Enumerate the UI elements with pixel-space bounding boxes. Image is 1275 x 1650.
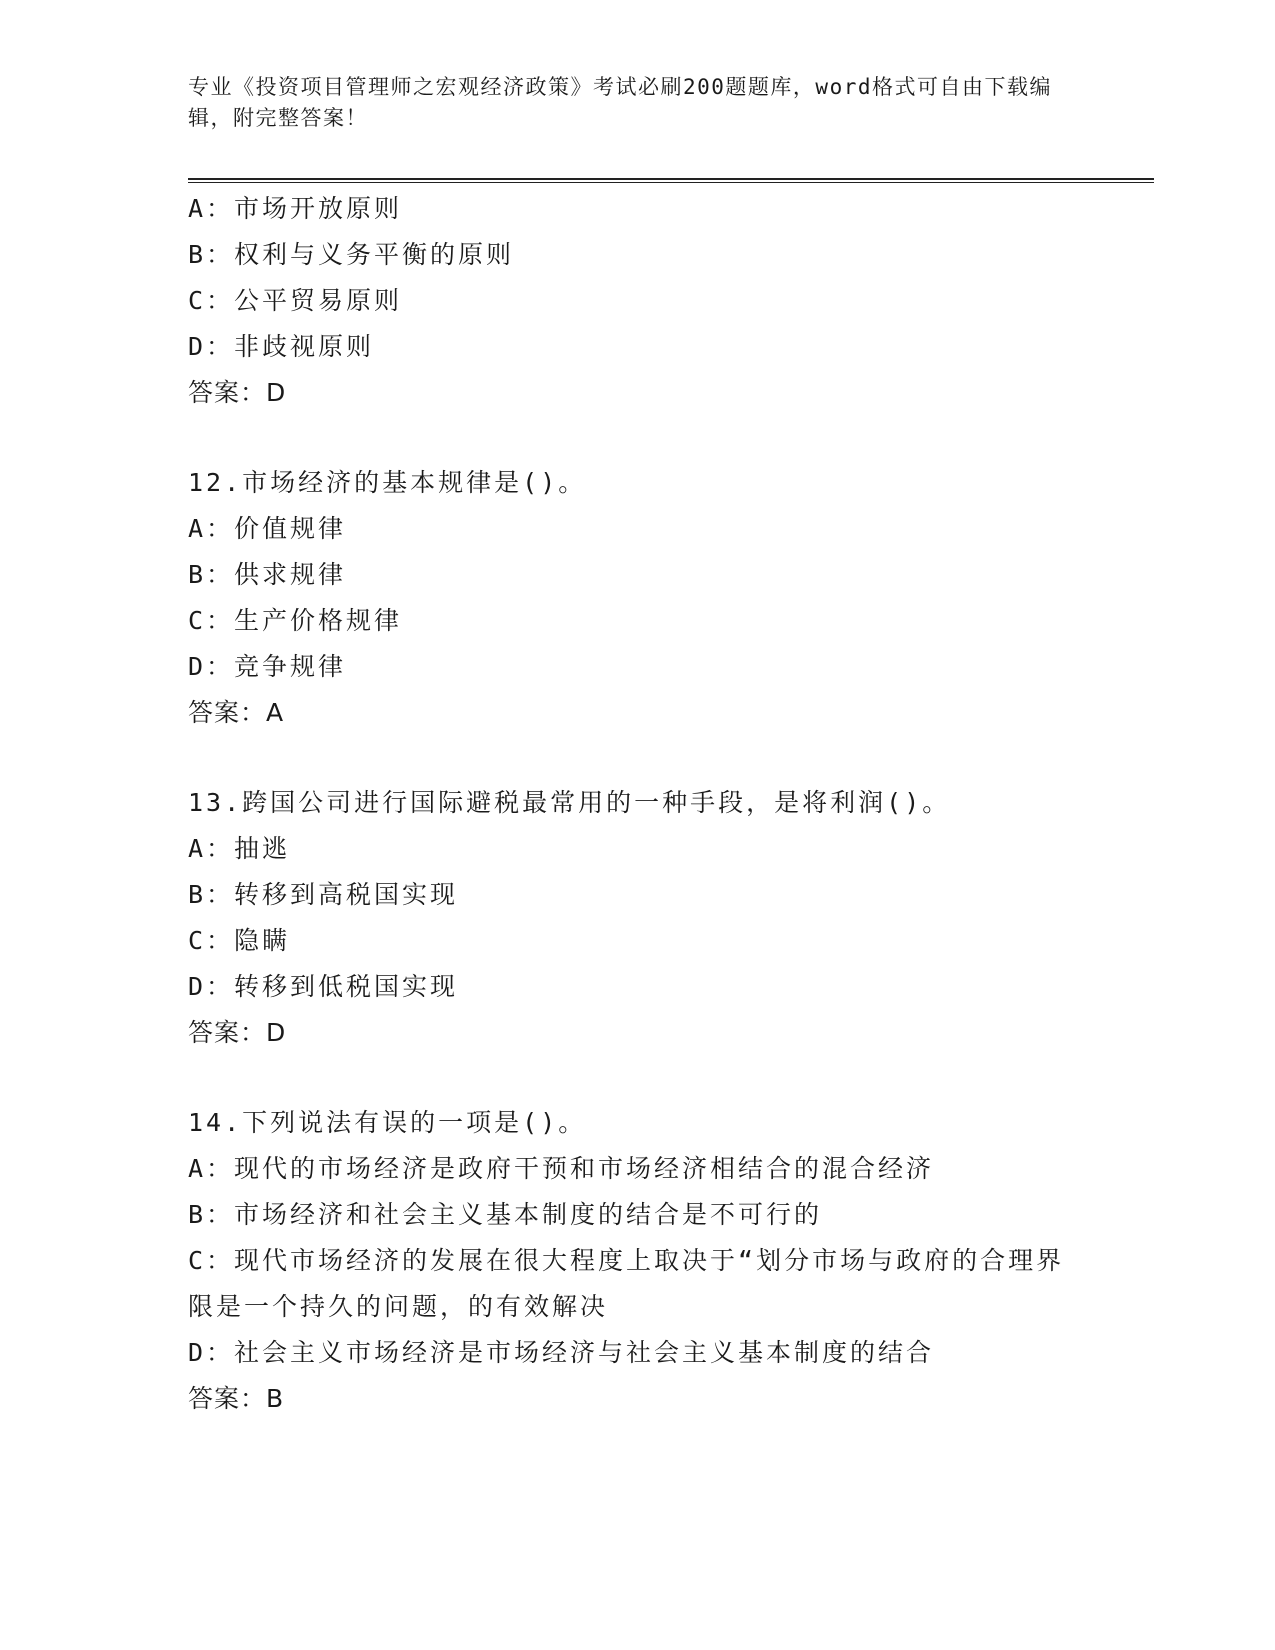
question-block-13 bbox=[188, 780, 1088, 1056]
question-text: 14.下列说法有误的一项是()。 bbox=[188, 1108, 587, 1137]
option-d: D：非歧视原则 bbox=[188, 332, 375, 361]
document-header: 专业《投资项目管理师之宏观经济政策》考试必刷200题题库，word格式可自由下载编辑，附完整答案！ bbox=[188, 75, 1052, 130]
answer: 答案：D bbox=[188, 1018, 287, 1047]
option-d: D：竞争规律 bbox=[188, 652, 347, 681]
option-a: A：市场开放原则 bbox=[188, 194, 403, 223]
question-block-11 bbox=[188, 186, 1088, 416]
option-b: B：供求规律 bbox=[188, 560, 347, 589]
question-text: 13.跨国公司进行国际避税最常用的一种手段，是将利润()。 bbox=[188, 788, 951, 817]
option-c: C：隐瞒 bbox=[188, 926, 291, 955]
spacer bbox=[188, 1056, 1088, 1100]
option-c: C：现代市场经济的发展在很大程度上取决于“划分市场与政府的合理界限是一个持久的问题，的有效解决 bbox=[188, 1246, 1065, 1321]
question-list bbox=[188, 186, 1088, 1422]
option-d: D：转移到低税国实现 bbox=[188, 972, 459, 1001]
question-block-14 bbox=[188, 1100, 1088, 1422]
option-b: B：市场经济和社会主义基本制度的结合是不可行的 bbox=[188, 1200, 823, 1229]
answer: 答案：B bbox=[188, 1384, 285, 1413]
option-b: B：权利与义务平衡的原则 bbox=[188, 240, 515, 269]
option-a: A：抽逃 bbox=[188, 834, 291, 863]
option-d: D：社会主义市场经济是市场经济与社会主义基本制度的结合 bbox=[188, 1338, 935, 1367]
spacer bbox=[188, 736, 1088, 780]
option-a: A：现代的市场经济是政府干预和市场经济相结合的混合经济 bbox=[188, 1154, 935, 1183]
option-c: C：公平贸易原则 bbox=[188, 286, 403, 315]
spacer bbox=[188, 416, 1088, 460]
header-divider bbox=[188, 178, 1154, 183]
option-c: C：生产价格规律 bbox=[188, 606, 403, 635]
option-b: B：转移到高税国实现 bbox=[188, 880, 459, 909]
answer: 答案：A bbox=[188, 698, 285, 727]
answer: 答案：D bbox=[188, 378, 287, 407]
option-a: A：价值规律 bbox=[188, 514, 347, 543]
question-text: 12.市场经济的基本规律是()。 bbox=[188, 468, 587, 497]
question-block-12 bbox=[188, 460, 1088, 736]
